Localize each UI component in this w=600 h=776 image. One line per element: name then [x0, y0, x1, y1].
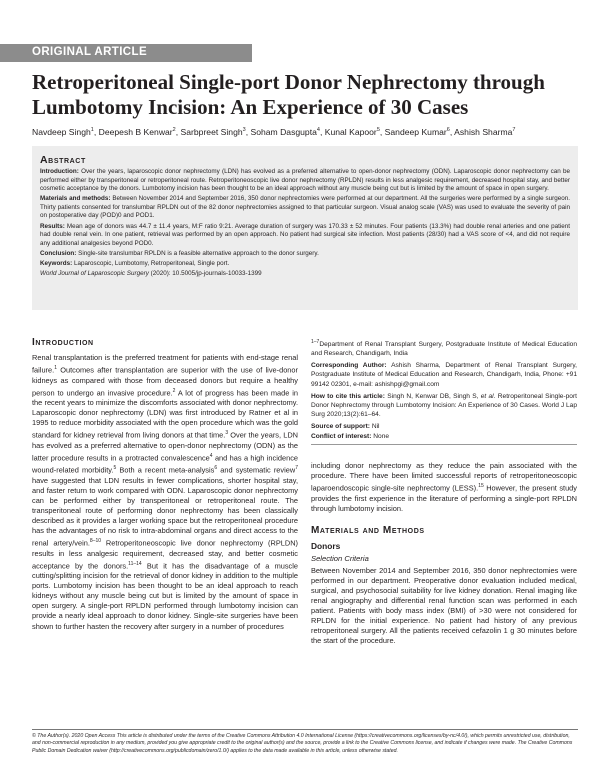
author-sup: 2 — [172, 127, 176, 133]
introduction-paragraph: Renal transplantation is the preferred treatment for patients with end-stage renal failure.$^1$ Outcomes after transplantation are superior with the use of live-donor kidneys as compared with those from deceased donors but require a healthy person to undergo an invasive procedure.$^2$ A lot of progress has been made in the recent years to minimize the discomforts associated with donor nephrectomy. Laparoscopic donor nephrectomy (LDN) was first introduced by Ratner et al in 1995 to reduce morbidity associated with the open procedure which was the gold standard for kidney retrieval from living donors at that time.$^3$ Over the years, LDN has evolved as a preferred alternative to open-donor nephrectomy (ODN) as the latter procedure results in a protracted convalescence$^4$ and has a high incidence wound-related morbidity.$^5$ Both a recent meta-analysis$^6$ and systematic review$^7$ have suggested that LDN results in fewer complications, shorter hospital stay, and faster return to work compared with ODN. Laparoscopic donor nephrectomy can be performed either by transperitoneal or retroperitoneal route. The transperitoneal route of performing donor nephrectomy has been classically described as it provides a larger working space but the retroperitoneal procedure has the advantages of no risk to intra-abdominal organs and direct access to the renal artery/vein.$^{8-10}$ Retroperitoneoscopic live donor nephrectomy (RPLDN) results in less analgesic requirement, decreased stay, and better cosmetic acceptance by the donors.$^{11-14}$ But it has the disadvantage of a muscle cutting/splitting incision for the retrieval of donor kidney in addition to the multiple ports. Lumbotomy incision has been thought to be an ideal approach to reach kidneys without any muscle being cut but is limited by the amount of space in open surgery. A single-port RPLDN performed through lumbotomy incision can provide a nearly ideal approach to donor kidney. Single-site surgeries have been shown to further hasten the recovery after surgery in a number of procedures — [32, 353, 299, 631]
author-name[interactable]: Navdeep Singh — [32, 126, 91, 137]
abstract-results-label: Results: — [40, 222, 65, 230]
author-name[interactable]: Sandeep Kumar — [384, 126, 447, 137]
citation[interactable]: 5 — [113, 465, 117, 472]
citation[interactable]: 3 — [225, 430, 229, 437]
abstract-conclusion-label: Conclusion: — [40, 249, 77, 257]
author-name[interactable]: Ashish Sharma — [454, 126, 513, 137]
abstract-methods-text: Between November 2014 and September 2016, 350 donor nephrectomies were performed at our department. All the surgeries were performed by a single surgeon. Thirty patients consented for translumbar RPLDN out of the 82 donor nephrectomies assigned to that particular surgeon. Visual analog scale (VAS) was used to evaluate the severity of pain on postoperative day (POD)0 and POD1. — [40, 195, 570, 220]
how-to-cite: How to cite this article: Singh N, Kenwar DB, Singh S, et al. Retroperitoneal Single-port Donor Nephrectomy through Lumbotomy Incision: An Experience of 30 Cases. World J Lap Surg 2020;13(2):61–64. — [311, 392, 578, 418]
author-name[interactable]: Kunal Kapoor — [324, 126, 377, 137]
citation[interactable]: 6 — [214, 465, 218, 472]
selection-paragraph: Between November 2014 and September 2016, 350 donor nephrectomies were performed in our department. Preoperative donor evaluation included medical, surgical, and psychosocial suitability for live kidney donation. Renal imaging like renal angiography and differential renal function scan was performed in each patient. Patients with body mass index (BMI) of >30 were not considered for RPLDN for the initial experience. No patient had history of any previous retroperitoneal surgery. All the patients received cefazolin 1 g 30 minutes before the start of the procedure. — [311, 565, 577, 646]
author-sup: 4 — [316, 127, 320, 133]
abstract-conclusion-text: Single-site translumbar RPLDN is a feasible alternative approach to the donor surgery. — [78, 249, 319, 257]
journal-reference — [40, 270, 570, 279]
abstract-introduction — [40, 168, 570, 194]
article-info-block — [311, 338, 577, 445]
corresponding-author: Corresponding Author: Ashish Sharma, Department of Renal Transplant Surgery, Postgraduate Institute of Medical Education and Research, Chandigarh, India, Phone: +91 99142 02301, e-mail: ashishpgi@gmail.com — [311, 362, 578, 388]
doi-text[interactable]: (2020): 10.5005/jp-journals-10033-1399 — [150, 270, 262, 278]
article-title: Retroperitoneal Single-port Donor Nephrectomy through Lumbotomy Incision: An Experience of 30 Cases — [32, 70, 545, 119]
affiliation: $^{1-7}$Department of Renal Transplant Surgery, Postgraduate Institute of Medical Education and Research, Chandigarh, India — [311, 339, 577, 358]
right-col-paragraph: including donor nephrectomy as they reduce the pain associated with the procedure. There have been limited successful reports of retroperitoneoscopic laparoendoscopic single-site nephrectomy (LESS).$^{15}$ However, the present study provides the first experience in the literature of performing a single-port RPLDN through lumbotomy incision. — [311, 461, 577, 513]
article-type-banner: ORIGINAL ARTICLE — [0, 44, 252, 62]
citation[interactable]: 4 — [209, 452, 213, 459]
abstract-intro-label: Introduction: — [40, 168, 79, 175]
abstract-results-text: Mean age of donors was 44.7 ± 11.4 years, M:F ratio 9:21. Average duration of surgery was 170.33 ± 52 minutes. Four patients (13.3%) had double renal arteries and one patient had double renal vein. In one patient, retrieval was performed by an open approach. No patient had surgical site infection. Most patients (28/30) had a VAS score of <4, and did not require any additional analgesics beyond POD0. — [40, 222, 571, 247]
methods-heading: Materials and Methods — [311, 524, 425, 536]
footer-divider — [32, 729, 578, 730]
citation[interactable]: 7 — [295, 465, 298, 472]
source-of-support: Source of support: Nil — [311, 422, 380, 430]
citation[interactable]: 8–10 — [89, 538, 102, 545]
author-sup: 6 — [446, 127, 450, 133]
abstract-keywords — [40, 260, 570, 269]
author-sup: 5 — [376, 127, 380, 133]
author-name[interactable]: Soham Dasgupta — [250, 126, 317, 137]
license-text: © The Author(s). 2020 Open Access This article is distributed under the terms of the Creative Commons Attribution 4.0 International License (https://creativecommons.org/licenses/by-nc/4.0/), which permits unrestricted use, distribution, and non-commercial reproduction in any medium, provided you give appropriate credit to the original author(s) and the source, provide a link to the Creative Commons license, and indicate if changes were made. The Creative Commons Public Domain Dedication waiver (http://creativecommons.org/publicdomain/zero/1.0/) applies to the data made available in this article, unless otherwise stated. — [32, 733, 573, 754]
abstract-intro-text: Over the years, laparoscopic donor nephrectomy (LDN) has evolved as a preferred alternative to open-donor nephrectomy (ODN). Laparoscopic donor nephrectomy can be performed either by transperitoneal or retroperitoneal route. Retroperitoneoscopic live donor nephrectomy (RPLDN) results in less analgesic requirement, decreased hospital stay, and better cosmetic acceptance by the donors. Lumbotomy incision has been thought to be an ideal approach without any muscle being cut but is limited by the amount of space in open surgery. — [40, 168, 570, 193]
author-name[interactable]: Sarbpreet Singh — [180, 126, 243, 137]
abstract-results — [40, 223, 570, 249]
citation[interactable]: 2 — [172, 387, 176, 394]
abstract-heading: Abstract — [40, 154, 86, 166]
selection-criteria-heading: Selection Criteria — [311, 553, 369, 563]
right-column — [311, 338, 577, 646]
author-sup: 7 — [512, 127, 516, 133]
keywords-text: Laparoscopic, Lumbotomy, Retroperitoneal, Single port. — [73, 259, 230, 267]
donors-heading: Donors — [311, 540, 341, 551]
citation[interactable]: 1 — [54, 365, 57, 372]
author-list: Navdeep Singh$^1$, Deepesh B Kenwar$^2$, Sarbpreet Singh$^3$, Soham Dasgupta$^4$, Kunal Kapoor$^5$, Sandeep Kumar$^6$, Ashish Sharma$^7$ — [32, 126, 516, 137]
author-sup: 1 — [90, 127, 94, 133]
abstract-methods-label: Materials and methods: — [40, 195, 111, 203]
abstract-methods — [40, 195, 570, 221]
journal-name: World Journal of Laparoscopic Surgery — [40, 270, 149, 278]
citation[interactable]: 15 — [478, 483, 484, 490]
introduction-heading: Introduction — [32, 337, 94, 348]
left-column — [32, 338, 298, 632]
citation[interactable]: 11–14 — [128, 560, 142, 567]
abstract-conclusion — [40, 250, 570, 259]
keywords-label: Keywords: — [40, 259, 73, 267]
author-sup: 3 — [242, 127, 246, 133]
abstract-box — [32, 146, 578, 310]
author-name[interactable]: Deepesh B Kenwar — [98, 126, 173, 137]
conflict-of-interest: Conflict of interest: None — [311, 433, 390, 441]
